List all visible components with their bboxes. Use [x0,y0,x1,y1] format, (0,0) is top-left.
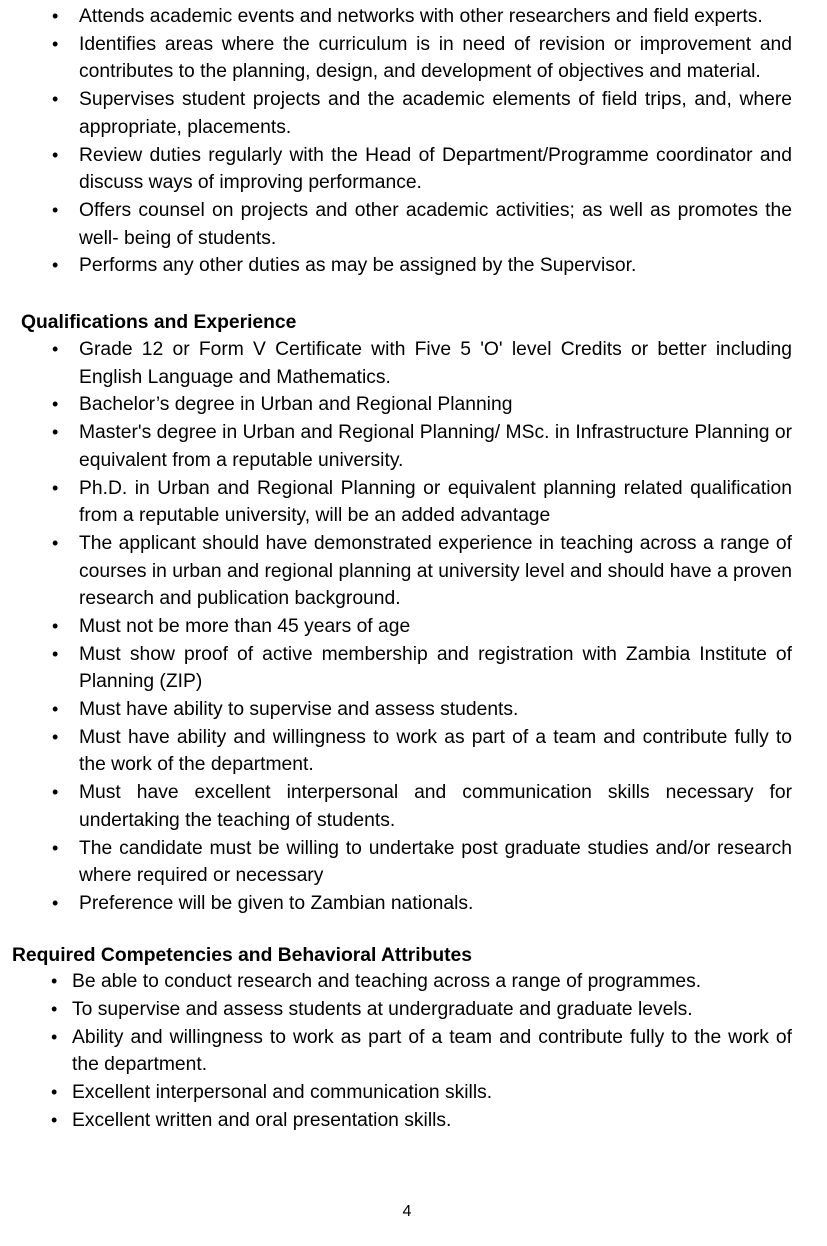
list-item: • Ability and willingness to work as part of a team and contribute fully to the work of the department. [72,1024,792,1079]
duties-list [79,3,792,280]
list-item: • Be able to conduct research and teaching across a range of programmes. [72,968,792,996]
list-item: • Preference will be given to Zambian nationals. [79,890,792,918]
list-item: • Must have excellent interpersonal and communication skills necessary for undertaking the teaching of students. [79,779,792,834]
list-item: • Identifies areas where the curriculum is in need of revision or improvement and contributes to the planning, design, and development of objectives and material. [79,31,792,86]
list-item: • To supervise and assess students at undergraduate and graduate levels. [72,996,792,1024]
list-item: • Review duties regularly with the Head of Department/Programme coordinator and discuss ways of improving performance. [79,142,792,197]
list-item: • Must not be more than 45 years of age [79,613,792,641]
competencies-heading: Required Competencies and Behavioral Attributes [12,945,472,966]
competencies-list [72,968,792,1135]
page-number: 4 [402,1203,412,1220]
list-item: • Supervises student projects and the academic elements of field trips, and, where appropriate, placements. [79,86,792,141]
list-item: • Offers counsel on projects and other academic activities; as well as promotes the well- being of students. [79,197,792,252]
list-item: • Bachelor’s degree in Urban and Regional Planning [79,391,792,419]
list-item: • Ph.D. in Urban and Regional Planning or equivalent planning related qualification from a reputable university, will be an added advantage [79,475,792,530]
list-item: • Must have ability to supervise and assess students. [79,696,792,724]
list-item: • The applicant should have demonstrated experience in teaching across a range of courses in urban and regional planning at university level and should have a proven research and publication background. [79,530,792,613]
list-item: • Grade 12 or Form V Certificate with Five 5 'O' level Credits or better including English Language and Mathematics. [79,336,792,391]
qualifications-list [79,336,792,918]
list-item: • Master's degree in Urban and Regional Planning/ MSc. in Infrastructure Planning or equivalent from a reputable university. [79,419,792,474]
qualifications-heading: Qualifications and Experience [21,312,297,333]
list-item: • Performs any other duties as may be assigned by the Supervisor. [79,252,792,280]
list-item: • Attends academic events and networks with other researchers and field experts. [79,3,792,31]
list-item: • Must show proof of active membership and registration with Zambia Institute of Planning (ZIP) [79,641,792,696]
list-item: • Excellent written and oral presentation skills. [72,1107,792,1135]
list-item: • Excellent interpersonal and communication skills. [72,1079,792,1107]
list-item: • The candidate must be willing to undertake post graduate studies and/or research where required or necessary [79,835,792,890]
list-item: • Must have ability and willingness to work as part of a team and contribute fully to the work of the department. [79,724,792,779]
